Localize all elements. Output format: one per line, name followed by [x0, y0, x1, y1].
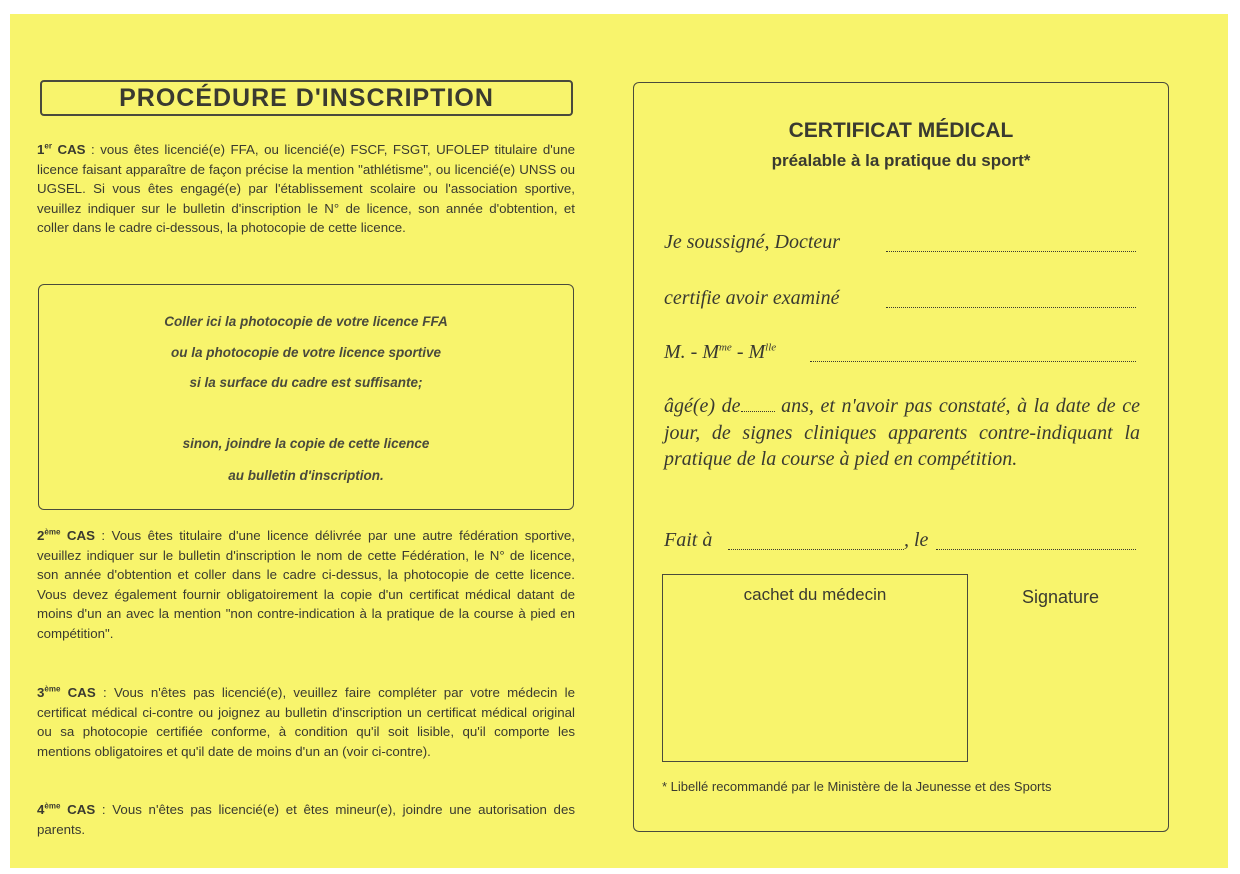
age-statement: ans, et n'avoir pas constaté, à la date de ce jour, de signes cliniques apparents contre-indiquant la pratique de la course à pied en compétition.: [664, 395, 1141, 470]
case-4-number: 4: [37, 802, 45, 817]
case-3-label: CAS: [60, 685, 96, 700]
case-2-paragraph: [37, 526, 575, 644]
age-prefix: âgé(e) de: [664, 395, 741, 417]
licence-paste-box: [38, 284, 574, 510]
certificate-subtitle: préalable à la pratique du sport*: [771, 151, 1031, 170]
doctor-name-field[interactable]: [886, 251, 1136, 252]
paste-box-line-5: au bulletin d'inscription.: [228, 468, 384, 483]
case-3-ordinal: ème: [44, 684, 61, 694]
case-2-label: CAS: [60, 528, 95, 543]
paste-box-line-4: sinon, joindre la copie de cette licence: [182, 436, 430, 451]
case-2-ordinal: ème: [44, 527, 61, 537]
person-title-mid: - M: [731, 341, 766, 363]
date-label: , le: [904, 529, 929, 551]
case-1-number: 1: [37, 142, 45, 157]
case-1-paragraph: [37, 140, 575, 238]
case-1-label: CAS: [51, 142, 86, 157]
paste-box-line-3: si la surface du cadre est suffisante;: [189, 375, 423, 390]
person-title-m: M. - M: [664, 341, 719, 363]
case-4-label: CAS: [60, 802, 96, 817]
examined-field[interactable]: [886, 307, 1136, 308]
procedure-title: PROCÉDURE D'INSCRIPTION: [119, 84, 494, 112]
certificate-title: CERTIFICAT MÉDICAL: [788, 119, 1014, 142]
signature-label: Signature: [1022, 587, 1100, 607]
examined-line-label: certifie avoir examiné: [664, 287, 840, 309]
place-field[interactable]: [728, 549, 904, 550]
case-3-number: 3: [37, 685, 45, 700]
procedure-title-box: [40, 80, 573, 116]
case-4-text: : Vous n'êtes pas licencié(e) et êtes mineur(e), joindre une autorisation des parents.: [37, 802, 575, 837]
person-title-label: [664, 341, 776, 364]
paste-box-line-1: Coller ici la photocopie de votre licence FFA: [164, 314, 448, 329]
case-4-ordinal: ème: [44, 801, 61, 811]
doctor-line-label: Je soussigné, Docteur: [664, 231, 841, 253]
doctor-stamp-box[interactable]: [662, 574, 968, 762]
paste-box-line-2: ou la photocopie de votre licence sportive: [170, 345, 442, 360]
certificate-body: [664, 393, 1140, 473]
certificate-footnote: * Libellé recommandé par le Ministère de la Jeunesse et des Sports: [662, 779, 1052, 794]
person-title-sup-2: lle: [765, 341, 777, 354]
case-1-ordinal: er: [44, 141, 52, 151]
case-3-paragraph: [37, 683, 575, 761]
case-2-number: 2: [37, 528, 45, 543]
age-field[interactable]: [741, 411, 775, 412]
stamp-label: cachet du médecin: [743, 585, 887, 604]
person-title-sup-1: me: [718, 341, 732, 354]
medical-certificate-box: [633, 82, 1169, 832]
case-2-text: : Vous êtes titulaire d'une licence délivrée par une autre fédération sportive, veuillez indiquer sur le bulletin d'inscription le nom de cette Fédération, le N° de licence, son année d'obtention et coller dans le cadre ci-dessus, la photocopie de cette licence. Vous devez également fournir obligatoirement la copie d'un certificat médical datant de moins d'un an avec la mention "non contre-indication à la pratique de la course à pied en compétition".: [37, 528, 575, 641]
case-4-paragraph: [37, 800, 575, 839]
person-name-field[interactable]: [810, 361, 1136, 362]
case-3-text: : Vous n'êtes pas licencié(e), veuillez faire compléter par votre médecin le certificat médical ci-contre ou joignez au bulletin d'inscription un certificat médical original ou sa photocopie certifiée conforme, à condition qu'il soit lisible, qu'il comporte les mentions obligatoires et qu'il date de moins d'un an (voir ci-contre).: [37, 685, 575, 759]
case-1-text: : vous êtes licencié(e) FFA, ou licencié(e) FSCF, FSGT, UFOLEP titulaire d'une licence faisant apparaître de façon précise la mention "athlétisme", ou licencié(e) UNSS ou UGSEL. Si vous êtes engagé(e) par l'établissement scolaire ou l'association sportive, veuillez indiquer sur le bulletin d'inscription le N° de licence, son année d'obtention, et coller dans le cadre ci-dessous, la photocopie de cette licence.: [37, 142, 575, 236]
fait-a-label: Fait à: [664, 529, 713, 551]
date-field[interactable]: [936, 549, 1136, 550]
